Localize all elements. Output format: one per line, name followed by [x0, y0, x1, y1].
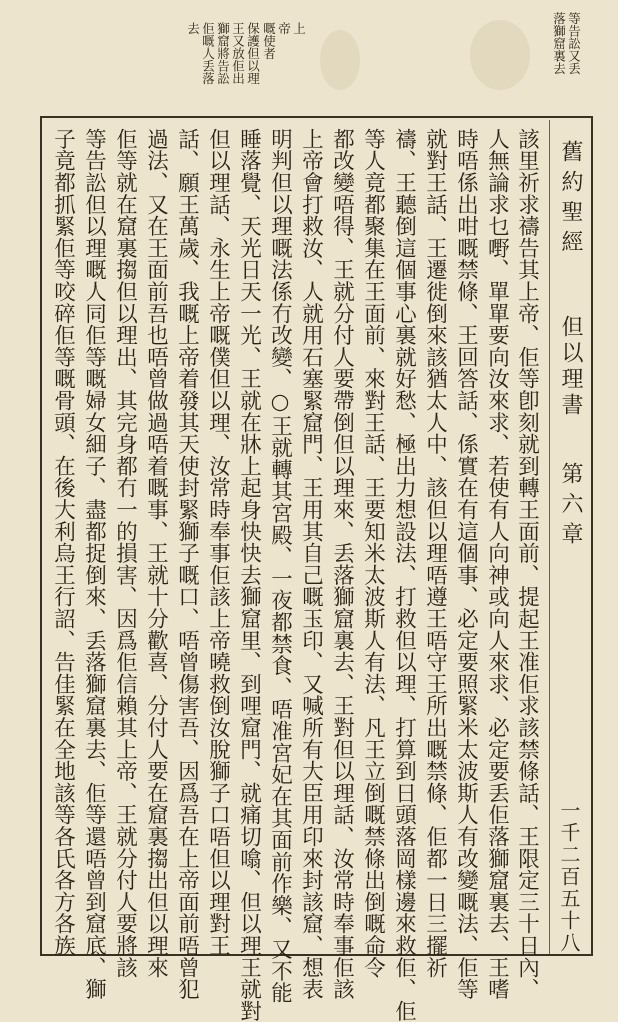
text-column: 都改變唔得、王就分付人要帶倒但以理來、丢落獅窟裏去、王對但以理話、汝常時奉事佢該 [329, 128, 355, 1000]
text-column: 過法、又在王面前吾也唔曾做過唔着嘅事、王就十分歡喜、分付人要在窟裏搊出但以理來 [143, 128, 169, 979]
top-note-left-col-1: 保護但以理 [245, 22, 261, 85]
text-column: 該里祈求禱告其上帝、佢等卽刻就到轉王面前、提起王准佢求該禁條話、王限定三十日內、 [514, 128, 540, 1000]
top-note-left-col-4: 佢嘅人丢落 [200, 22, 216, 85]
top-note-middle-col-3: 嘅使者 [261, 22, 277, 60]
running-book-name: 但以理書 [558, 315, 583, 419]
running-chapter: 第六章 [558, 462, 583, 552]
top-note-middle-col-1: 上 [291, 22, 307, 35]
text-column: 等人竟都聚集在王面前、來對王話、王要知米太波斯人有法、凡王立倒嘅禁條出倒嘅命令 [360, 128, 386, 979]
text-column: 話、願王萬歲、我嘅上帝着發其天使封緊獅子嘅口、唔曾傷害吾、因爲吾在上帝面前唔曾犯 [174, 128, 200, 1000]
top-note-middle-col-2: 帝 [276, 22, 292, 35]
text-column: 禱、王聽倒這個事心裏就好愁、極出力想設法、打救但以理、打算到日頭落岡樣邊來救佢、佢 [391, 128, 417, 1022]
text-column: 上帝會打救汝、人就用石塞緊窟門、王用其自己嘅玉印、又喊所有大臣用印來封該窟、想表 [298, 128, 324, 1000]
text-column: 但以理話、永生上帝嘅僕但以理、汝常時奉事佢該上帝曉救倒汝脫獅子口唔但以理對王 [205, 128, 231, 957]
text-column: 子竟都抓緊佢等咬碎佢等嘅骨頭、在後大利烏王行詔、告佳緊在全地該等各氏各方各族 [50, 128, 76, 957]
paper-stain [470, 20, 530, 90]
top-note-left-col-5: 去 [185, 22, 201, 35]
text-column: 等告訟但以理嘅人同佢等嘅婦女細子、盡都捉倒來、丢落獅窟裏去、佢等還唔曾到窟底、獅 [81, 128, 107, 1000]
text-column: 就對王話、王遷徙倒來該猶太人中、該但以理唔遵王唔守王所出嘅禁條、佢都一日三擺祈 [422, 128, 448, 979]
running-title: 舊約聖經 [558, 140, 583, 260]
text-column: 睡落覺、天光日天一光、王就在牀上起身快快去獅窟里、到哩窟門、就痛切噏、但以理王就對 [236, 128, 262, 1022]
top-note-left-col-3: 獅窟將告訟 [215, 22, 231, 85]
header-divider [549, 120, 550, 954]
text-column: 人無論求乜嘢、單單要向汝來求、若使有人向神或向人來求、必定要丢佢落獅窟裏去、王嗜 [484, 128, 510, 1000]
text-column: 時唔係出咁嘅禁條、王回答話、係實在有這個事、必定要照緊米太波斯人有改變嘅法、佢等 [453, 128, 479, 1000]
paper-stain [320, 30, 360, 90]
top-note-right-col-1: 等告訟又丢 [566, 12, 582, 75]
page-number: 一千二百五十八 [557, 800, 581, 954]
top-note-left-col-2: 王又放佢出 [230, 22, 246, 85]
text-column: 佢等就在窟裏搊但以理出、其完身都冇一的損害、因爲佢信賴其上帝、王就分付人要將該 [112, 128, 138, 979]
top-note-right-col-2: 落獅窟裏去 [551, 12, 567, 75]
text-column: 明判但以理嘅法係冇改變、○王就轉其宮殿、一夜都禁食、唔准宮妃在其面前作樂、又不能 [267, 128, 293, 1004]
